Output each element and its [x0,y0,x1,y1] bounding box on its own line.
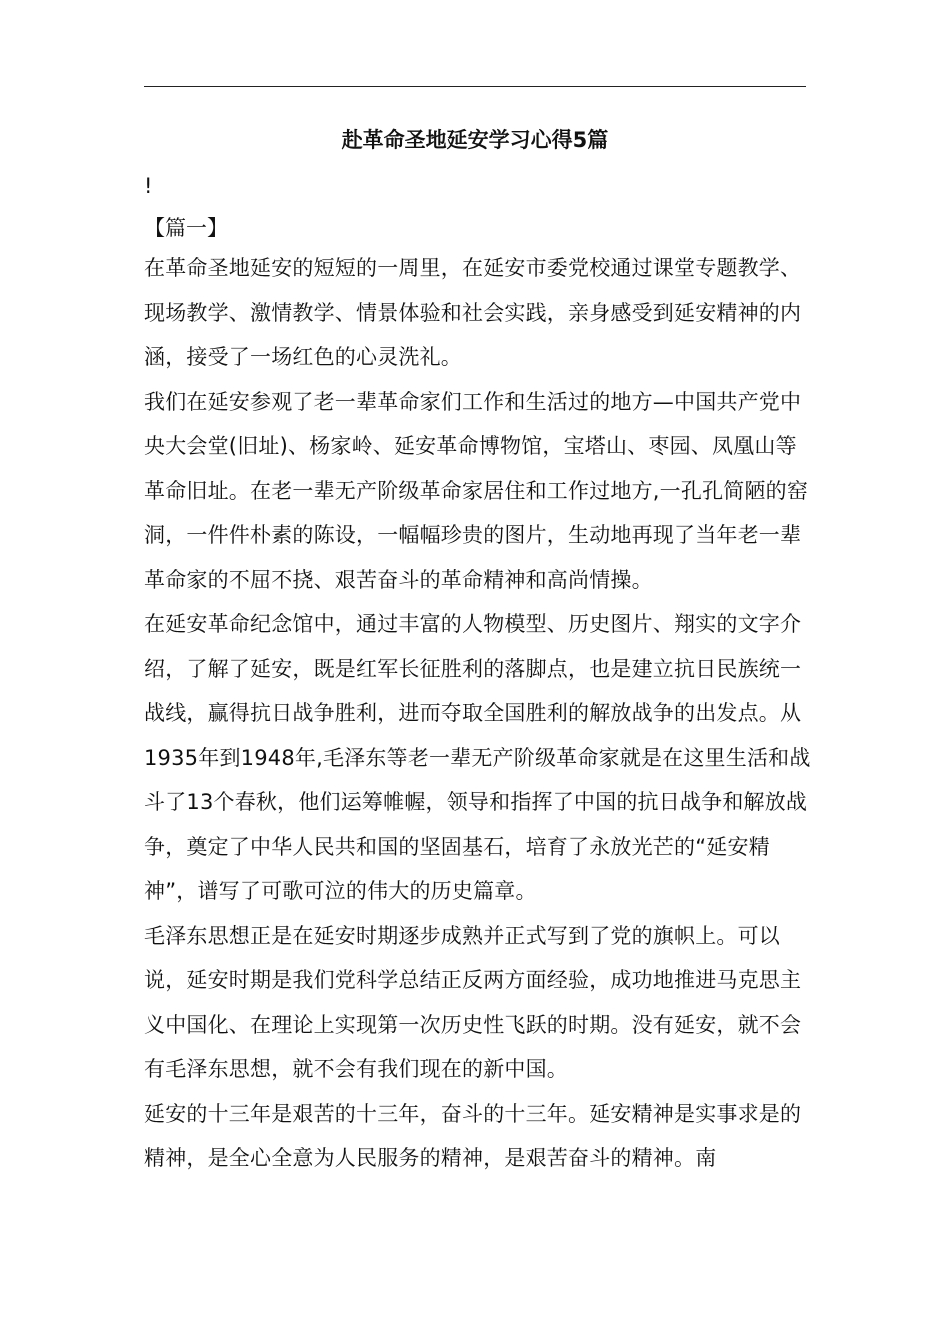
paragraph: 在革命圣地延安的短短的一周里，在延安市委党校通过课堂专题教学、现场教学、激情教学、情景体验和社会实践，亲身感受到延安精神的内涵，接受了一场红色的心灵洗礼。 [144,256,802,369]
stray-mark: ! [144,174,153,198]
document-title: 赴革命圣地延安学习心得5篇 [341,128,609,152]
section-heading: 【篇一】 [144,216,228,240]
paragraph: 我们在延安参观了老一辈革命家们工作和生活过的地方—中国共产党中央大会堂(旧址)、杨家岭、延安革命博物馆，宝塔山、枣园、凤凰山等革命旧址。在老一辈无产阶级革命家居住和工作过地方,一孔孔简陋的窑洞，一件件朴素的陈设，一幅幅珍贵的图片，生动地再现了当年老一辈革命家的不屈不挠、艰苦奋斗的革命精神和高尚情操。 [144,389,809,592]
header-rule [144,86,806,87]
paragraph: 在延安革命纪念馆中，通过丰富的人物模型、历史图片、翔实的文字介绍，了解了延安，既是红军长征胜利的落脚点，也是建立抗日民族统一战线，赢得抗日战争胜利，进而夺取全国胜利的解放战争的出发点。从1935年到1948年,毛泽东等老一辈无产阶级革命家就是在这里生活和战斗了13个春秋，他们运筹帷幄，领导和指挥了中国的抗日战争和解放战争，奠定了中华人民共和国的坚固基石，培育了永放光芒的“延安精神”，谱写了可歌可泣的伟大的历史篇章。 [144,612,811,903]
paragraph: 延安的十三年是艰苦的十三年，奋斗的十三年。延安精神是实事求是的精神，是全心全意为人民服务的精神，是艰苦奋斗的精神。南 [144,1101,802,1170]
document-body [144,212,814,1181]
paragraph: 毛泽东思想正是在延安时期逐步成熟并正式写到了党的旗帜上。可以说，延安时期是我们党科学总结正反两方面经验，成功地推进马克思主义中国化、在理论上实现第一次历史性飞跃的时期。没有延安，就不会有毛泽东思想，就不会有我们现在的新中国。 [144,923,802,1081]
